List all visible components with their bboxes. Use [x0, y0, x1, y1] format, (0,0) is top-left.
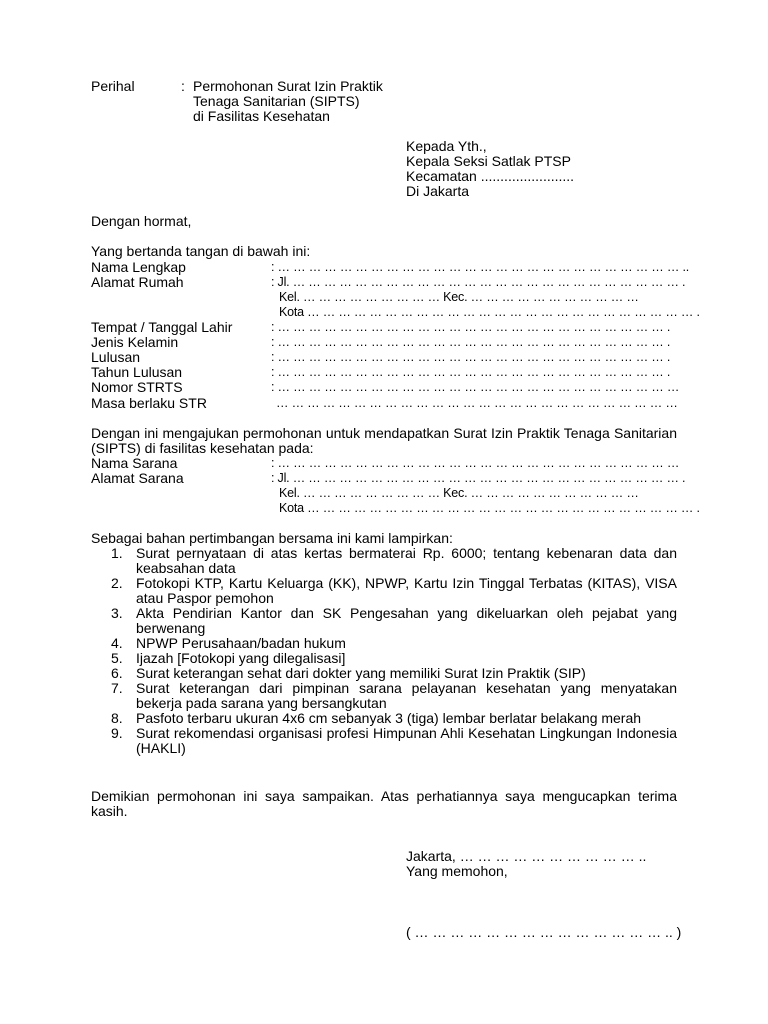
field-label: Lulusan — [91, 349, 141, 365]
recipient-line: Kecamatan ........................ — [406, 168, 575, 184]
subject-line: Tenaga Sanitarian (SIPTS) — [193, 93, 360, 109]
recipient-address — [406, 139, 574, 199]
field-value: : … … … … … … … … … … … … … … … … … … … … … … … … … … — [271, 380, 680, 394]
applicant-intro: Yang bertanda tangan di bawah ini: — [91, 243, 311, 259]
field-label: Nama Sarana — [91, 455, 178, 471]
signature-role: Yang memohon, — [406, 863, 508, 879]
list-text: Fotokopi KTP, Kartu Keluarga (KK), NPWP, Kartu Izin Tinggal Terbatas (KITAS), VISA atau Paspor pemohon — [136, 575, 677, 606]
closing-paragraph: Demikian permohonan ini saya sampaikan. Atas perhatiannya saya mengucapkan terima kasih. — [91, 788, 677, 819]
field-label: Nama Lengkap — [91, 259, 186, 275]
list-item — [91, 681, 677, 711]
list-number: 8. — [111, 710, 123, 726]
field-value: … … … … … … … … … … … … … … … … … … … … … … … … … … — [276, 396, 678, 410]
field-label: Masa berlaku STR — [91, 395, 207, 411]
list-item — [91, 636, 677, 651]
attachments-intro: Sebagai bahan pertimbangan bersama ini kami lampirkan: — [91, 530, 453, 546]
subject-line: Permohonan Surat Izin Praktik — [193, 78, 383, 94]
list-text: Pasfoto terbaru ukuran 4x6 cm sebanyak 3 (tiga) lembar berlatar belakang merah — [136, 710, 642, 726]
list-text: NPWP Perusahaan/badan hukum — [136, 635, 346, 651]
list-number: 5. — [111, 650, 123, 666]
list-item — [91, 726, 677, 756]
field-label: Jenis Kelamin — [91, 334, 179, 350]
field-label: Alamat Sarana — [91, 470, 184, 486]
list-item — [91, 711, 677, 726]
list-text: Surat keterangan sehat dari dokter yang memiliki Surat Izin Praktik (SIP) — [136, 665, 586, 681]
list-number: 9. — [111, 725, 123, 741]
greeting: Dengan hormat, — [91, 213, 192, 229]
list-text: Akta Pendirian Kantor dan SK Pengesahan yang dikeluarkan oleh pejabat yang berwenang — [136, 605, 677, 636]
field-value: : … … … … … … … … … … … … … … … … … … … … … … … … … . — [271, 350, 671, 364]
list-number: 2. — [111, 575, 123, 591]
recipient-line: Kepala Seksi Satlak PTSP — [406, 153, 571, 169]
list-text: Surat pernyataan di atas kertas bermaterai Rp. 6000; tentang kebenaran data dan keabsahan data — [136, 545, 677, 576]
field-value: : Jl. … … … … … … … … … … … … … … … … … … … … … … … … … . — [271, 471, 686, 485]
list-item — [91, 546, 677, 576]
list-number: 3. — [111, 605, 123, 621]
signature-place-date: Jakarta, … … … … … … … … … … .. — [406, 848, 647, 864]
list-item — [91, 576, 677, 606]
field-value: : … … … … … … … … … … … … … … … … … … … … … … … … … . — [271, 320, 671, 334]
field-value: : … … … … … … … … … … … … … … … … … … … … … … … … … … .. — [271, 260, 689, 274]
recipient-line: Kepada Yth., — [406, 138, 487, 154]
attachments-list — [91, 546, 677, 756]
request-paragraph: Dengan ini mengajukan permohonan untuk mendapatkan Surat Izin Praktik Tenaga Sanitarian (SIPTS) di fasilitas kesehatan pada: — [91, 425, 677, 456]
list-text: Surat keterangan dari pimpinan sarana pelayanan kesehatan yang menyatakan bekerja pada sarana yang bersangkutan — [136, 680, 677, 711]
field-label: Alamat Rumah — [91, 274, 184, 290]
list-number: 1. — [111, 545, 123, 561]
subject-colon: : — [181, 78, 185, 94]
field-label: Tempat / Tanggal Lahir — [91, 319, 233, 335]
subject-line: di Fasilitas Kesehatan — [193, 108, 330, 124]
field-value: Kota … … … … … … … … … … … … … … … … … … … … … … … … … . — [279, 305, 700, 319]
list-number: 7. — [111, 680, 123, 696]
list-number: 6. — [111, 665, 123, 681]
list-text: Surat rekomendasi organisasi profesi Himpunan Ahli Kesehatan Lingkungan Indonesia (HAKLI) — [136, 725, 677, 756]
field-label: Nomor STRTS — [91, 379, 183, 395]
field-value: : Jl. … … … … … … … … … … … … … … … … … … … … … … … … … . — [271, 275, 686, 289]
list-item — [91, 651, 677, 666]
field-value: : … … … … … … … … … … … … … … … … … … … … … … … … … . — [271, 365, 671, 379]
field-value: Kota … … … … … … … … … … … … … … … … … … … … … … … … … . — [279, 501, 700, 515]
field-label: Tahun Lulusan — [91, 364, 183, 380]
list-item — [91, 606, 677, 636]
signature-name-blank: ( … … … … … … … … … … … … … … .. ) — [406, 924, 682, 940]
field-value: Kel. … … … … … … … … … Kec. … … … … … … … … … … … — [279, 486, 639, 500]
field-value: : … … … … … … … … … … … … … … … … … … … … … … … … … . — [271, 335, 671, 349]
list-number: 4. — [111, 635, 123, 651]
list-item — [91, 666, 677, 681]
list-text: Ijazah [Fotokopi yang dilegalisasi] — [136, 650, 346, 666]
subject-label: Perihal — [91, 78, 135, 94]
recipient-line: Di Jakarta — [406, 183, 470, 199]
subject-text — [193, 79, 383, 124]
field-value: Kel. … … … … … … … … … Kec. … … … … … … … … … … … — [279, 290, 639, 304]
field-value: : … … … … … … … … … … … … … … … … … … … … … … … … … … — [271, 456, 680, 470]
